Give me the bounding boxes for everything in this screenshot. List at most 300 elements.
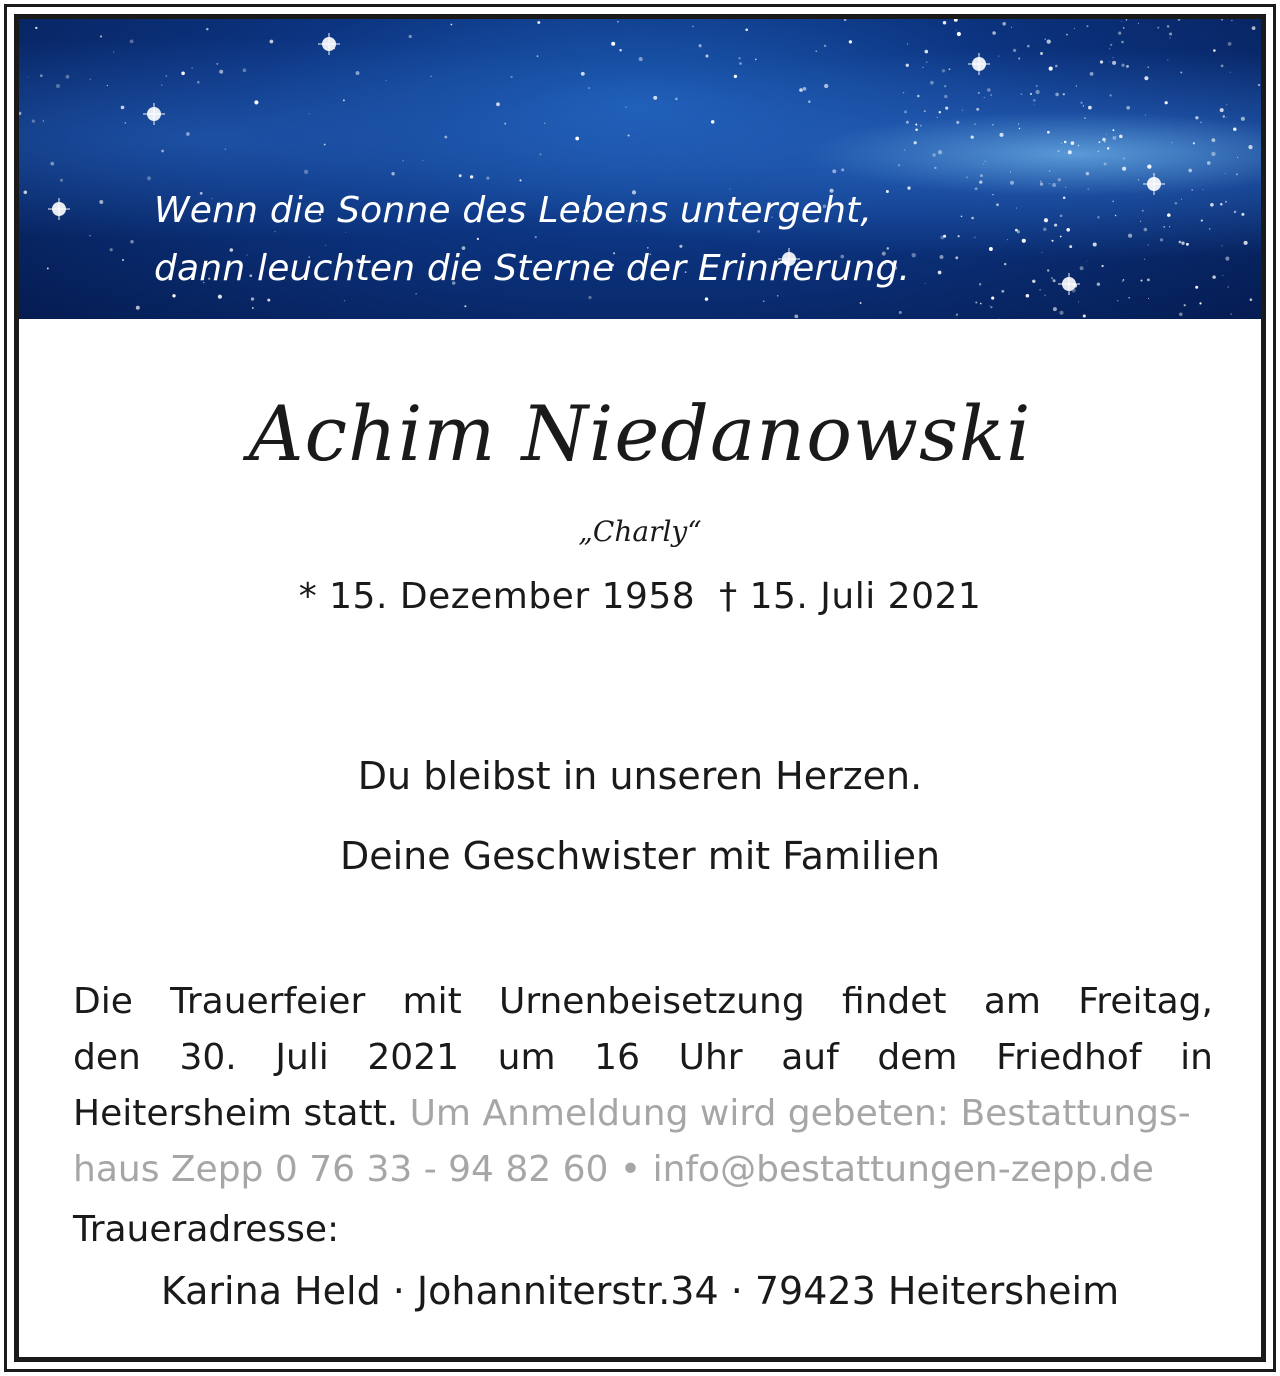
sparkle (1121, 21, 1122, 22)
sparkle (1170, 37, 1171, 38)
sparkle (841, 168, 844, 171)
sparkle (1220, 108, 1224, 112)
quote-line-2: dann leuchten die Sterne der Erinnerung. (154, 248, 911, 289)
sparkle (197, 81, 200, 84)
sparkle (1167, 59, 1168, 60)
sparkle (1052, 183, 1056, 187)
sparkle (1169, 226, 1170, 227)
sparkle (1140, 280, 1142, 282)
sparkle (915, 128, 917, 130)
sparkle (1140, 221, 1141, 222)
sparkle (225, 148, 227, 150)
sparkle (1244, 241, 1248, 245)
sparkle (1053, 307, 1057, 311)
sparkle (1207, 161, 1211, 165)
sparkle (903, 92, 904, 93)
sparkle (1225, 173, 1226, 174)
sparkle (1045, 39, 1046, 40)
sparkle (971, 217, 974, 220)
sparkle (1230, 72, 1231, 73)
sparkle (1226, 104, 1227, 105)
starry-banner (19, 19, 1261, 319)
sparkle (206, 28, 209, 31)
sparkle (1193, 142, 1195, 144)
sparkle (1055, 93, 1059, 97)
sparkle (504, 123, 506, 125)
sparkle (1186, 243, 1189, 246)
sparkle (110, 248, 113, 251)
sparkle (1225, 201, 1227, 203)
life-dates (19, 576, 1261, 617)
sparkle (1004, 263, 1006, 265)
sparkle (745, 28, 748, 31)
sparkle (1221, 64, 1224, 67)
sparkle (962, 110, 963, 111)
sparkle (1044, 295, 1045, 296)
quote-line-1: Wenn die Sonne des Lebens untergeht, (154, 190, 873, 231)
sparkle (1054, 224, 1057, 227)
sparkle (1066, 34, 1068, 36)
sparkle (122, 259, 124, 261)
sparkle (100, 35, 102, 37)
sparkle (989, 305, 990, 306)
sparkle (1220, 203, 1223, 206)
sparkle (1228, 42, 1232, 46)
sparkle (1084, 117, 1085, 118)
sparkle (1098, 141, 1100, 143)
death-date: † 15. Juli 2021 (719, 576, 982, 617)
registration-note: Um Anmeldung wird gebeten: Bestattungs- (409, 1093, 1191, 1134)
sparkle (544, 123, 545, 124)
sparkle (984, 97, 985, 98)
sparkle (1049, 183, 1050, 184)
sparkle (979, 283, 982, 286)
sparkle (1138, 23, 1139, 24)
sparkle (1171, 142, 1172, 143)
sparkle (628, 134, 630, 136)
sparkle (24, 191, 28, 195)
sparkle (43, 120, 44, 121)
sparkle (926, 62, 927, 63)
sparkle (1032, 280, 1035, 283)
ceremony-line-3 (73, 1086, 1213, 1142)
funeral-home-contact: haus Zepp 0 76 33 - 94 82 60 • info@bestattungen-zepp.de (73, 1149, 1154, 1190)
sparkle (1126, 106, 1130, 110)
sparkle (1128, 234, 1132, 238)
sparkle (1148, 298, 1149, 299)
sparkle (1066, 228, 1070, 232)
sparkle (99, 200, 103, 204)
mourning-address: Karina Held · Johanniterstr.34 · 79423 Heitersheim (160, 1269, 1120, 1313)
ceremony-word: 16 (594, 1037, 640, 1078)
ceremony-word: 2021 (367, 1037, 460, 1078)
sparkle (1241, 117, 1245, 121)
sparkle (975, 187, 978, 190)
sparkle (945, 107, 948, 110)
sparkle (1059, 311, 1063, 315)
sparkle (1080, 266, 1084, 270)
sparkle (954, 19, 958, 22)
sparkle (1022, 239, 1026, 243)
sparkle (575, 137, 579, 141)
sparkle (113, 51, 114, 52)
sparkle (1051, 277, 1053, 279)
sparkle (1188, 169, 1192, 173)
sparkle (60, 179, 63, 182)
sparkle (1036, 90, 1040, 94)
sparkle (1102, 138, 1106, 142)
sparkle (938, 150, 942, 154)
sparkle (539, 153, 541, 155)
obituary-card (14, 14, 1266, 1362)
sparkle (1064, 141, 1067, 144)
sparkle (675, 98, 678, 101)
sparkle (537, 21, 540, 24)
sparkle (1058, 178, 1061, 181)
sparkle (987, 88, 990, 91)
banner-quote (154, 182, 910, 298)
sparkle (1112, 129, 1114, 131)
sparkle (422, 160, 423, 161)
sparkle (1179, 313, 1183, 317)
sparkle (32, 119, 35, 122)
sparkle (1202, 189, 1203, 190)
sparkle (992, 124, 994, 126)
sparkle (270, 40, 274, 44)
sparkle (1083, 105, 1084, 106)
sparkle (1112, 61, 1116, 65)
sparkle (1222, 245, 1223, 246)
sparkle (1144, 259, 1145, 260)
sparkle (939, 111, 941, 113)
glow-star-ray (1068, 273, 1069, 295)
sparkle (1148, 66, 1149, 67)
sparkle (125, 122, 126, 123)
sparkle (906, 64, 909, 67)
sparkle (1178, 19, 1180, 21)
sparkle (243, 68, 247, 72)
sparkle (1195, 286, 1198, 289)
sparkle (1097, 283, 1100, 286)
ceremony-line-2 (73, 1030, 1213, 1086)
sparkle (216, 63, 218, 65)
sparkle (956, 314, 958, 316)
sparkle (1221, 19, 1223, 21)
sparkle (181, 71, 185, 75)
sparkle (991, 297, 994, 300)
sparkle (1063, 93, 1065, 95)
sparkle (1118, 32, 1121, 35)
sparkle (849, 40, 852, 43)
sparkle (956, 30, 957, 31)
sparkle (1225, 257, 1229, 261)
sparkle (1007, 239, 1008, 240)
sparkle (942, 69, 945, 72)
sparkle (1086, 260, 1087, 261)
sparkle (1213, 49, 1216, 52)
sparkle (1097, 216, 1100, 219)
sparkle (47, 267, 49, 269)
sparkle (816, 51, 817, 52)
sparkle (19, 112, 21, 115)
sparkle (824, 84, 828, 88)
glow-star-ray (153, 103, 154, 125)
sparkle (1039, 289, 1040, 290)
sparkle (957, 32, 961, 36)
sparkle (581, 72, 585, 76)
sparkle (1121, 41, 1124, 44)
sparkle (1212, 275, 1216, 279)
sparkle (1060, 214, 1063, 217)
sparkle (943, 21, 946, 24)
sparkle (1122, 167, 1126, 171)
sparkle (89, 235, 90, 236)
sparkle (1011, 27, 1012, 28)
sparkle (1018, 123, 1019, 124)
sparkle (998, 55, 999, 56)
sparkle (1109, 48, 1110, 49)
sparkle (1080, 102, 1082, 104)
sparkle (1106, 134, 1107, 135)
sparkle (343, 100, 345, 102)
sparkle (860, 302, 862, 304)
sparkle (985, 161, 986, 162)
sparkle (1078, 145, 1079, 146)
sparkle (1104, 162, 1107, 165)
sparkle (1043, 228, 1047, 232)
sparkle (1119, 135, 1123, 139)
sparkle (799, 88, 803, 92)
sparkle (906, 121, 909, 124)
sparkle (794, 315, 798, 319)
sparkle (486, 177, 489, 180)
sparkle (1093, 242, 1097, 246)
sparkle (1126, 19, 1128, 21)
sparkle (1126, 65, 1129, 68)
sparkle (1016, 208, 1017, 209)
sparkle (1010, 181, 1014, 185)
sparkle (1234, 211, 1237, 214)
sparkle (1201, 220, 1203, 222)
sparkle (191, 67, 192, 68)
sparkle (1033, 99, 1036, 102)
deceased-name: Achim Niedanowski (248, 389, 1032, 478)
sparkle (1047, 269, 1049, 271)
ceremony-word: Urnenbeisetzung (498, 981, 805, 1022)
sparkle (922, 67, 923, 68)
sparkle (309, 113, 310, 114)
sparkle (932, 153, 936, 157)
sparkle (1233, 128, 1236, 131)
glow-star-ray (978, 53, 979, 75)
mourners-line: Deine Geschwister mit Familien (339, 834, 941, 878)
sparkle (1047, 131, 1050, 134)
sparkle (639, 57, 643, 61)
sparkle (1147, 164, 1151, 168)
sparkle (739, 62, 742, 65)
sparkle (1002, 22, 1006, 26)
sparkle (1180, 71, 1182, 73)
sparkle (917, 95, 920, 98)
sparkle (1199, 302, 1201, 304)
sparkle (1063, 197, 1066, 200)
sparkle (1144, 228, 1148, 232)
sparkle (1083, 314, 1086, 317)
ceremony-word: Trauerfeier (170, 981, 366, 1022)
sparkle (161, 150, 164, 153)
sparkle (1027, 45, 1030, 48)
sparkle (1241, 213, 1244, 216)
sparkle (1226, 117, 1227, 118)
sparkle (186, 132, 190, 136)
sparkle (1138, 179, 1139, 180)
sparkle (1013, 49, 1016, 52)
sparkle (1019, 128, 1020, 129)
sparkle (958, 235, 960, 237)
sparkle (1252, 26, 1256, 30)
sparkle (734, 75, 737, 78)
sparkle (1102, 265, 1104, 267)
sparkle (1112, 136, 1116, 140)
sparkle (1184, 304, 1186, 306)
sparkle (254, 100, 258, 104)
sparkle (1053, 279, 1056, 282)
sparkle (711, 120, 714, 123)
sparkle (924, 110, 926, 112)
ceremony-word: auf (781, 1037, 839, 1078)
sparkle (537, 55, 539, 57)
sparkle (1107, 147, 1109, 149)
birth-date: * 15. Dezember 1958 (298, 576, 696, 617)
sparkle (1123, 27, 1125, 29)
sparkle (944, 95, 947, 98)
sparkle (1030, 93, 1032, 95)
sparkle (915, 123, 917, 125)
sparkle (1021, 93, 1023, 95)
sparkle (1128, 297, 1129, 298)
sparkle (943, 235, 946, 238)
sparkle (66, 75, 70, 79)
sparkle (1212, 138, 1216, 142)
sparkle (976, 108, 979, 111)
sparkle (617, 21, 618, 22)
sparkle (1065, 187, 1066, 188)
sparkle (1200, 121, 1202, 123)
sparkle (653, 96, 657, 100)
sparkle (1074, 28, 1075, 29)
sparkle (1248, 145, 1252, 149)
sparkle (1169, 32, 1172, 35)
sparkle (755, 59, 757, 61)
sparkle (1010, 172, 1011, 173)
sparkle (1115, 215, 1117, 217)
sparkle (1163, 226, 1165, 228)
sparkle (1117, 300, 1118, 301)
sparkle (971, 135, 974, 138)
sparkle (989, 247, 993, 251)
sparkle (1223, 115, 1225, 117)
deceased-nickname: „Charly“ (578, 515, 702, 548)
ceremony-word: Die (73, 981, 133, 1022)
sparkle (1157, 27, 1159, 29)
sparkle (430, 76, 431, 77)
sparkle (1223, 275, 1224, 276)
sparkle (107, 85, 108, 86)
sparkle (996, 203, 999, 206)
sparkle (459, 174, 462, 177)
sparkle (165, 75, 167, 77)
sparkle (1109, 61, 1110, 62)
sparkle (267, 299, 270, 302)
sparkle (1227, 286, 1229, 288)
sparkle (1237, 157, 1238, 158)
ceremony-word: um (497, 1037, 556, 1078)
sparkle (444, 136, 447, 139)
sparkle (692, 26, 693, 27)
sparkle (763, 301, 764, 302)
ceremony-word: Friedhof (996, 1037, 1142, 1078)
ceremony-word: Uhr (678, 1037, 743, 1078)
sparkle (966, 176, 968, 178)
sparkle (1068, 150, 1072, 154)
sparkle (1018, 57, 1020, 59)
sparkle (899, 311, 902, 314)
sparkle (496, 102, 500, 106)
sparkle (147, 176, 151, 180)
address-label: Traueradresse: (73, 1209, 340, 1250)
sparkle (1195, 116, 1198, 119)
sparkle (35, 27, 37, 29)
sparkle (464, 305, 466, 307)
sparkle (1076, 86, 1077, 87)
sparkle (808, 100, 810, 102)
sparkle (1040, 52, 1043, 55)
glow-star-ray (1153, 173, 1154, 195)
sparkle (912, 253, 916, 257)
sparkle (1069, 245, 1072, 248)
sparkle (938, 271, 942, 275)
sparkle (999, 318, 1000, 319)
sparkle (978, 92, 980, 94)
sparkle (914, 141, 917, 144)
sparkle (934, 167, 936, 169)
sparkle (1165, 101, 1168, 104)
sparkle (470, 175, 473, 178)
sparkle (161, 84, 162, 85)
sparkle (955, 256, 958, 259)
sparkle (1034, 104, 1035, 105)
sparkle (1040, 181, 1042, 183)
sparkle (1258, 84, 1260, 86)
sparkle (1047, 39, 1051, 43)
sparkle (944, 85, 946, 87)
sparkle (925, 50, 929, 54)
sparkle (40, 74, 43, 77)
sparkle (510, 76, 512, 78)
sparkle (706, 55, 709, 58)
sparkle (1142, 210, 1144, 212)
sparkle (1147, 279, 1150, 282)
remembrance-line: Du bleibst in unseren Herzen. (357, 754, 923, 798)
sparkle (1250, 298, 1253, 301)
sparkle (1086, 172, 1090, 176)
sparkle (1167, 25, 1170, 28)
sparkle (803, 87, 807, 91)
sparkle (1112, 201, 1113, 202)
glow-star-ray (328, 33, 329, 55)
sparkle (219, 70, 223, 74)
sparkle (1123, 157, 1125, 159)
